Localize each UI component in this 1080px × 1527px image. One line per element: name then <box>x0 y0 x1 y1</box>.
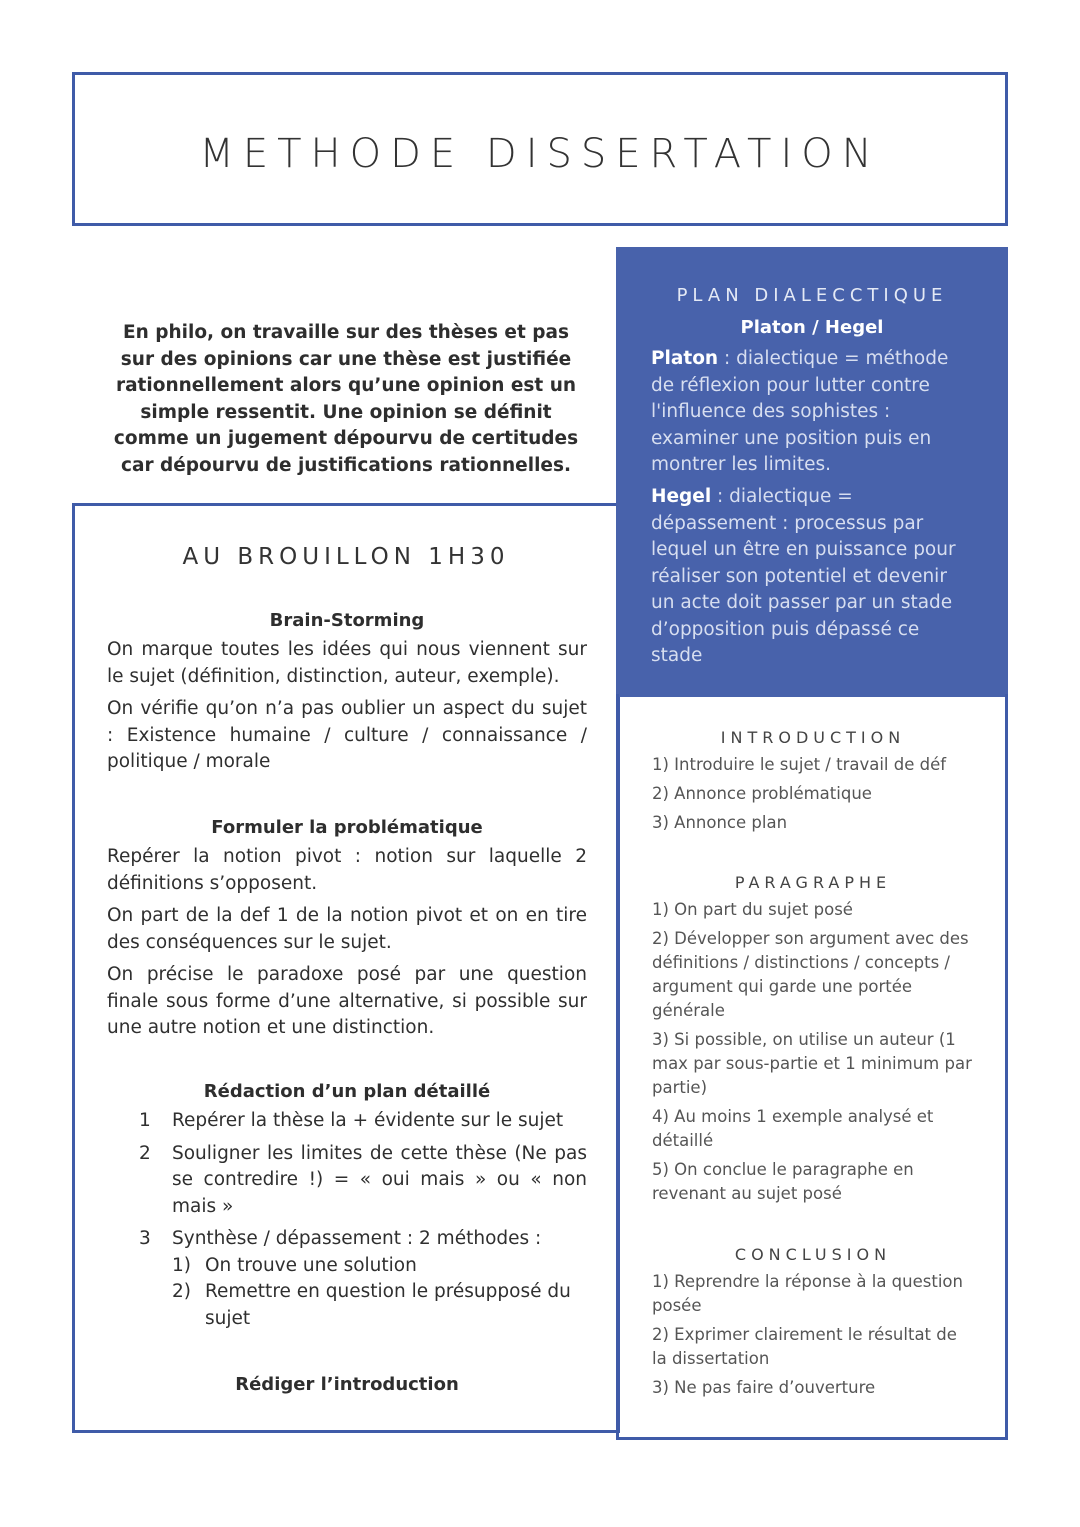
platon-text: : dialectique = méthode de réflexion pour lutter contre l'influence des sophistes : examiner une position puis en montrer les limites. <box>651 348 949 475</box>
brouillon-section <box>72 503 620 1433</box>
paragraphe-item: 2) Développer son argument avec des définitions / distinctions / concepts / argument qui garde une portée générale <box>652 929 969 1020</box>
paragraphe-item: 4) Au moins 1 exemple analysé et détaillé <box>652 1107 934 1150</box>
conclusion-item: 2) Exprimer clairement le résultat de la dissertation <box>652 1325 957 1368</box>
problem-p2: On part de la def 1 de la notion pivot et on en tire des conséquences sur le sujet. <box>107 905 587 953</box>
brainstorm-block <box>107 610 587 776</box>
brouillon-title: AU BROUILLON 1H30 <box>182 544 510 570</box>
title-box <box>72 72 1008 226</box>
paragraphe-item: 5) On conclue le paragraphe en revenant au sujet posé <box>652 1160 914 1203</box>
introduction-draft-title: Rédiger l’introduction <box>235 1374 459 1395</box>
page-title: METHODE DISSERTATION <box>199 131 881 177</box>
introduction-item: 2) Annonce problématique <box>652 784 872 803</box>
conclusion-item: 1) Reprendre la réponse à la question posée <box>652 1272 963 1315</box>
plan-subitem-text: On trouve une solution <box>205 1254 417 1276</box>
brainstorm-title: Brain-Storming <box>269 610 425 631</box>
paragraphe-item: 1) On part du sujet posé <box>652 900 853 919</box>
plan-subitem-number: 2) <box>172 1281 191 1302</box>
problem-block <box>107 817 587 1042</box>
introduction-item: 3) Annonce plan <box>652 813 788 832</box>
plan-item-text: Synthèse / dépassement : 2 méthodes : <box>172 1228 542 1249</box>
platon-paragraph <box>651 346 976 479</box>
problem-p3: On précise le paradoxe posé par une question finale sous forme d’une alternative, si possible sur une autre notion et une distinction. <box>107 964 587 1038</box>
dialectique-panel <box>616 247 1008 697</box>
dialectique-subtitle: Platon / Hegel <box>740 317 884 338</box>
introduction-block <box>652 728 974 835</box>
problem-title: Formuler la problématique <box>211 817 483 838</box>
plan-item-text: Repérer la thèse la + évidente sur le sujet <box>172 1110 564 1131</box>
introduction-item: 1) Introduire le sujet / travail de déf <box>652 755 947 774</box>
introduction-title: INTRODUCTION <box>720 728 906 747</box>
plan-item-number: 1 <box>139 1110 151 1131</box>
plan-subitem-text: Remettre en question le présupposé du sujet <box>205 1281 571 1329</box>
plan-subitem-1 <box>107 1253 587 1280</box>
dialectique-title: PLAN DIALECCTIQUE <box>676 285 948 306</box>
hegel-label: Hegel <box>651 486 712 507</box>
intro-paragraph: En philo, on travaille sur des thèses et pas sur des opinions car une thèse est justifiée rationnellement alors qu’une opinion est un simple ressentit. Une opinion se définit comme un jugement dépourvu de certitudes car dépourvu de justifications rationnelles. <box>113 322 579 476</box>
paragraphe-block <box>652 873 974 1206</box>
plan-item-text: Souligner les limites de cette thèse (Ne pas se contredire !) = « oui mais » ou « non mais » <box>172 1142 587 1217</box>
plan-subitem-2 <box>107 1279 587 1332</box>
plan-item-3 <box>107 1226 587 1253</box>
paragraphe-item: 3) Si possible, on utilise un auteur (1 max par sous-partie et 1 minimum par partie) <box>652 1030 972 1097</box>
hegel-text: : dialectique = dépassement : processus par lequel un être en puissance pour réaliser son potentiel et devenir un acte doit passer par un stade d’opposition puis dépassé ce stade <box>651 486 956 666</box>
plan-item-1 <box>107 1108 587 1135</box>
plan-block <box>107 1081 587 1332</box>
brainstorm-p2: On vérifie qu’on n’a pas oublier un aspect du sujet : Existence humaine / culture / connaissance / politique / morale <box>107 698 587 772</box>
plan-item-2 <box>107 1141 587 1221</box>
brainstorm-p1: On marque toutes les idées qui nous viennent sur le sujet (définition, distinction, auteur, exemple). <box>107 639 587 687</box>
plan-title: Rédaction d’un plan détaillé <box>203 1081 491 1102</box>
hegel-paragraph <box>651 484 976 670</box>
plan-item-number: 2 <box>139 1142 151 1164</box>
problem-p1: Repérer la notion pivot : notion sur laquelle 2 définitions s’opposent. <box>107 846 587 894</box>
plan-subitem-number: 1) <box>172 1254 191 1276</box>
conclusion-title: CONCLUSION <box>734 1245 892 1264</box>
structure-section <box>616 694 1008 1440</box>
conclusion-item: 3) Ne pas faire d’ouverture <box>652 1378 876 1397</box>
platon-label: Platon <box>651 348 719 369</box>
plan-item-number: 3 <box>139 1228 151 1249</box>
paragraphe-title: PARAGRAPHE <box>734 873 892 892</box>
conclusion-block <box>652 1245 974 1400</box>
